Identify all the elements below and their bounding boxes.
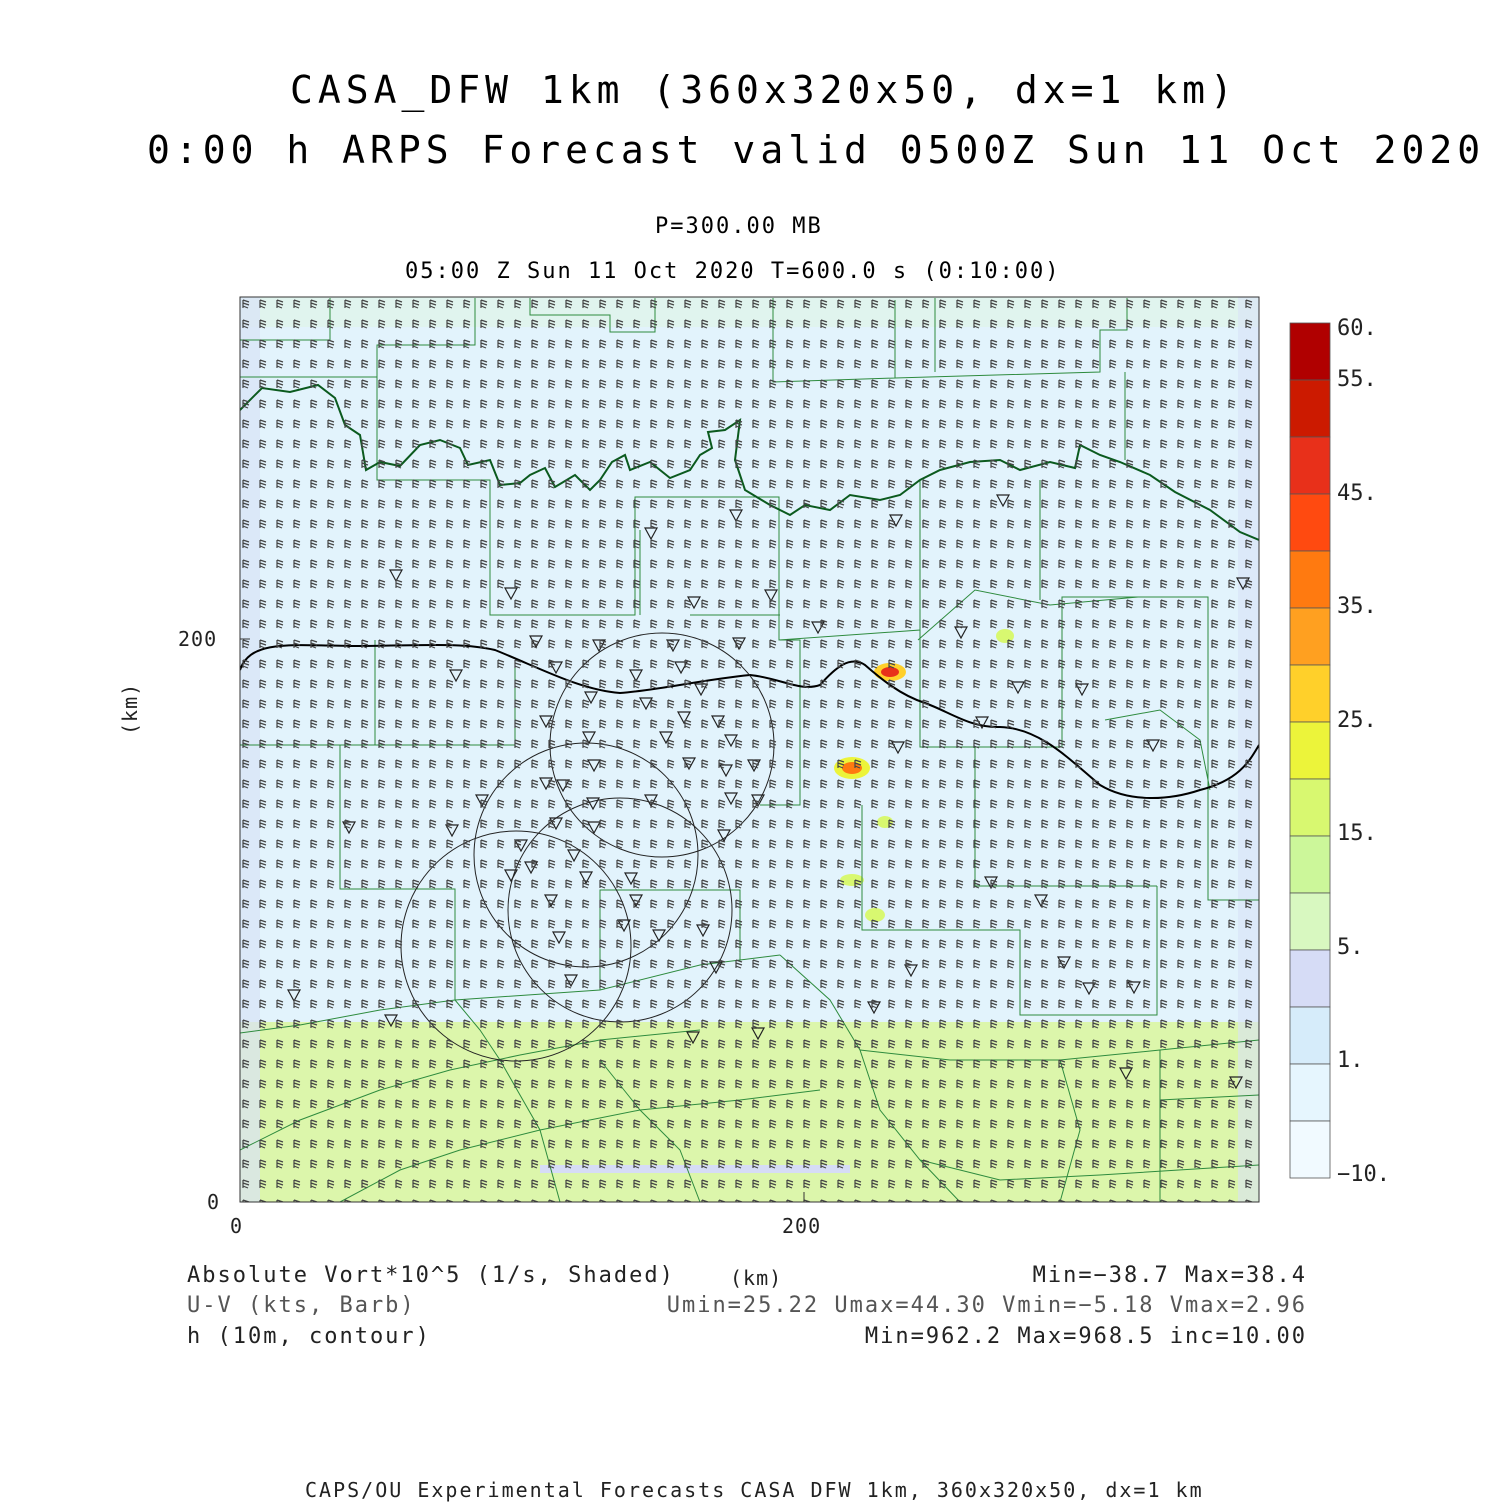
footer-credit: CAPS/OU Experimental Forecasts CASA DFW 1km, 360x320x50, dx=1 km	[305, 1478, 1204, 1502]
colorbar-label-45: 45.	[1337, 481, 1377, 506]
legend-field-height: h (10m, contour)	[187, 1324, 431, 1349]
legend-stats-vorticity: Min=−38.7 Max=38.4	[1032, 1263, 1307, 1288]
colorbar-swatch	[1290, 665, 1330, 722]
colorbar-label-55: 55.	[1337, 367, 1377, 392]
x-tick-label-200: 200	[782, 1214, 822, 1238]
colorbar-swatch	[1290, 608, 1330, 665]
map-plot-area	[240, 297, 1259, 1202]
colorbar-label-5: 5.	[1337, 935, 1364, 960]
colorbar-swatch	[1290, 1121, 1330, 1178]
colorbar-swatch	[1290, 722, 1330, 779]
x-tick-label-0: 0	[230, 1214, 244, 1238]
colorbar-label-60: 60.	[1337, 316, 1377, 341]
colorbar-label-1: 1.	[1337, 1048, 1364, 1073]
y-tick-label-0: 0	[207, 1190, 221, 1214]
legend-field-vorticity: Absolute Vort*10^5 (1/s, Shaded)	[187, 1263, 675, 1288]
pressure-level: P=300.00 MB	[655, 214, 823, 239]
legend-stats-wind: Umin=25.22 Umax=44.30 Vmin=−5.18 Vmax=2.96	[666, 1293, 1307, 1318]
y-tick-label-200: 200	[178, 627, 218, 651]
colorbar-swatch	[1290, 1064, 1330, 1121]
x-axis-unit: (km)	[730, 1266, 783, 1290]
colorbar-swatch	[1290, 836, 1330, 893]
colorbar-label-35: 35.	[1337, 594, 1377, 619]
y-axis-unit: (km)	[118, 682, 142, 735]
colorbar-swatch	[1290, 1007, 1330, 1064]
colorbar-label-neg10: −10.	[1337, 1162, 1390, 1187]
colorbar	[1290, 323, 1330, 1178]
colorbar-swatch	[1290, 551, 1330, 608]
valid-time: 05:00 Z Sun 11 Oct 2020 T=600.0 s (0:10:00)	[405, 259, 1061, 284]
title-line-2: 0:00 h ARPS Forecast valid 0500Z Sun 11 Oct 2020	[147, 128, 1486, 172]
colorbar-swatch	[1290, 323, 1330, 380]
colorbar-swatch	[1290, 779, 1330, 836]
legend-stats-height: Min=962.2 Max=968.5 inc=10.00	[864, 1324, 1307, 1349]
colorbar-swatch	[1290, 437, 1330, 494]
colorbar-label-15: 15.	[1337, 821, 1377, 846]
colorbar-swatch	[1290, 950, 1330, 1007]
colorbar-swatch	[1290, 893, 1330, 950]
colorbar-swatch	[1290, 494, 1330, 551]
legend-field-wind: U-V (kts, Barb)	[187, 1293, 416, 1318]
colorbar-label-25: 25.	[1337, 708, 1377, 733]
title-line-1: CASA_DFW 1km (360x320x50, dx=1 km)	[290, 68, 1238, 112]
wind-barbs	[240, 297, 1259, 1202]
colorbar-swatch	[1290, 380, 1330, 437]
